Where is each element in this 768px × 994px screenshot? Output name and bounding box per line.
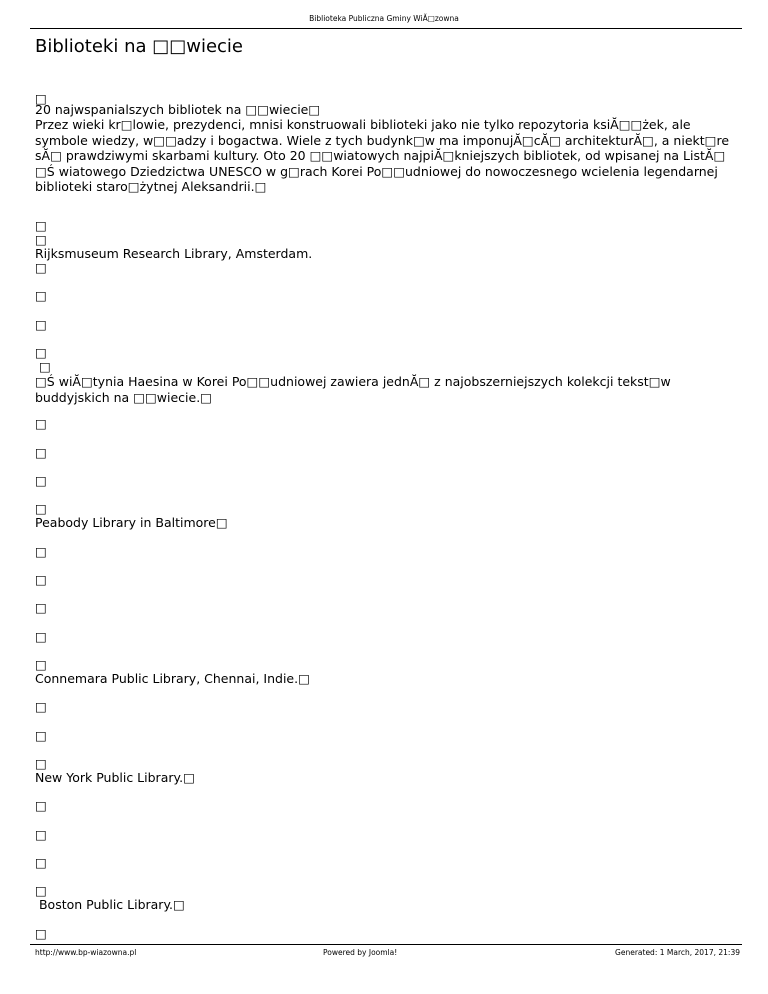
placeholder-glyph: □ — [35, 600, 47, 615]
placeholder-glyph: □ — [35, 699, 47, 714]
placeholder-glyph: □ — [35, 260, 47, 275]
placeholder-glyph: □ — [35, 798, 47, 813]
caption-boston: Boston Public Library.□ — [35, 897, 185, 912]
placeholder-glyph: □ — [35, 345, 47, 360]
footer-generated-date: Generated: 1 March, 2017, 21:39 — [615, 948, 740, 957]
placeholder-glyph: □ — [35, 572, 47, 587]
placeholder-glyph: □ — [35, 445, 47, 460]
footer-url-link[interactable]: http://www.bp-wiazowna.pl — [35, 948, 137, 957]
placeholder-glyph: □ — [35, 883, 47, 898]
placeholder-glyph: □ — [35, 218, 47, 233]
header-divider — [30, 28, 742, 29]
site-header: Biblioteka Publiczna Gminy WiĂ□zowna — [309, 14, 459, 23]
placeholder-glyph: □ — [35, 855, 47, 870]
placeholder-glyph: □ — [35, 827, 47, 842]
placeholder-glyph: □ — [35, 657, 47, 672]
placeholder-glyph: □ — [35, 232, 47, 247]
caption-peabody: Peabody Library in Baltimore□ — [35, 515, 228, 530]
placeholder-glyph: □ — [35, 926, 47, 941]
placeholder-glyph: □ — [35, 473, 47, 488]
footer-powered-by: Powered by Joomla! — [323, 948, 398, 957]
footer-divider — [30, 944, 742, 945]
caption-new-york: New York Public Library.□ — [35, 770, 195, 785]
intro-paragraph: Przez wieki kr□lowie, prezydenci, mnisi konstruowali biblioteki jako nie tylko repozytoria ksiĂ□□żek, ale symbole wiedzy, w□□adzy i bogactwa. Wiele z tych budynk□w ma imponujĂ□cĂ□ architekturĂ□, a niekt□re sĂ□ prawdziwymi skarbami kultury. Oto 20 □□wiatowych najpiĂ□kniejszych bibliotek, od wpisanej na ListĂ□ □Ś wiatowego Dziedzictwa UNESCO w g□rach Korei Po□□udniowej do nowoczesnego wcielenia legendarnej biblioteki staro□żytnej Aleksandrii.□ — [35, 117, 734, 194]
placeholder-glyph: □ — [35, 288, 47, 303]
caption-connemara: Connemara Public Library, Chennai, Indie.□ — [35, 671, 310, 686]
placeholder-glyph: □ — [35, 629, 47, 644]
article-title: Biblioteki na □□wiecie — [35, 36, 244, 57]
placeholder-glyph: □ — [35, 91, 47, 106]
placeholder-glyph: □ — [35, 544, 47, 559]
intro-heading: 20 najwspanialszych bibliotek na □□wiecie□ — [35, 102, 321, 117]
placeholder-glyph: □ — [35, 756, 47, 771]
placeholder-glyph: □ — [35, 501, 47, 516]
placeholder-glyph: □ — [35, 416, 47, 431]
caption-haesina: □Ś wiĂ□tynia Haesina w Korei Po□□udniowej zawiera jednĂ□ z najobszerniejszych kolekcji tekst□w buddyjskich na □□wiecie.□ — [35, 374, 675, 405]
placeholder-glyph: □ — [35, 728, 47, 743]
placeholder-glyph: □ — [35, 317, 47, 332]
placeholder-glyph: □ — [35, 359, 51, 374]
caption-rijksmuseum: Rijksmuseum Research Library, Amsterdam. — [35, 246, 313, 261]
